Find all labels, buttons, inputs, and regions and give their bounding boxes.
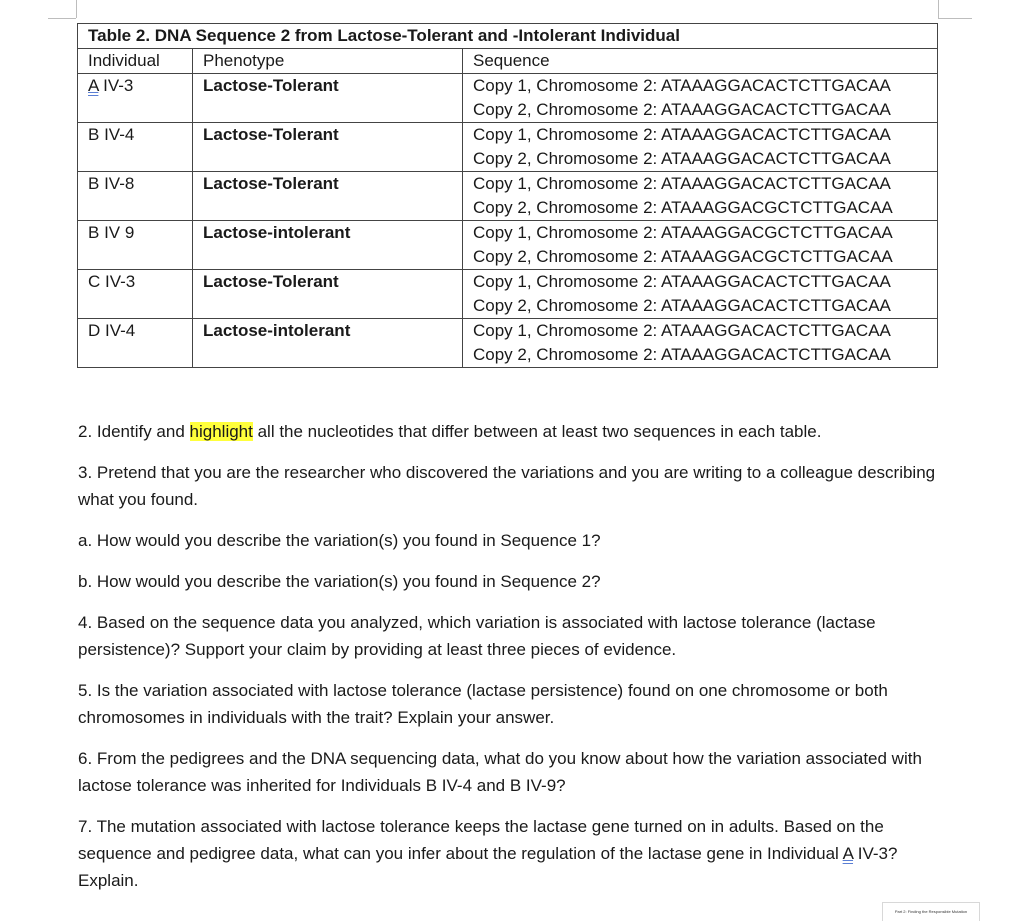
individual-letter: C (88, 272, 101, 291)
sequence-copy-2: Copy 2, Chromosome 2: ATAAAGGACACTCTTGACAA (473, 100, 891, 119)
sequence-copy-2: Copy 2, Chromosome 2: ATAAAGGACACTCTTGACAA (473, 296, 891, 315)
individual-letter: B (88, 174, 100, 193)
individual-cell (78, 74, 193, 123)
sequence-cell (463, 270, 938, 319)
question-2-text: 2. Identify and (78, 422, 190, 441)
table-row (78, 319, 938, 368)
dna-sequence-table (77, 23, 938, 368)
individual-cell (78, 319, 193, 368)
sequence-cell (463, 123, 938, 172)
question-2-text-end: all the nucleotides that differ between at least two sequences in each table. (252, 422, 822, 441)
table-caption: Table 2. DNA Sequence 2 from Lactose-Tolerant and -Intolerant Individual (78, 24, 938, 49)
sequence-cell (463, 319, 938, 368)
sequence-cell (463, 172, 938, 221)
sequence-copy-2: Copy 2, Chromosome 2: ATAAAGGACGCTCTTGACAA (473, 198, 893, 217)
table-row (78, 172, 938, 221)
individual-letter: B (88, 223, 100, 242)
phenotype-cell: Lactose-Tolerant (193, 123, 463, 172)
question-7-text-end: IV-3? Explain. (78, 844, 898, 890)
individual-id: IV-3 (100, 272, 136, 291)
table-caption-row (78, 24, 938, 49)
individual-id: IV-8 (99, 174, 135, 193)
phenotype-cell: Lactose-intolerant (193, 319, 463, 368)
individual-letter: A (842, 844, 854, 863)
question-5: 5. Is the variation associated with lactose tolerance (lactase persistence) found on one chromosome or both chromosomes in individuals with the trait? Explain your answer. (78, 681, 888, 727)
table-row (78, 123, 938, 172)
table-row (78, 74, 938, 123)
question-6: 6. From the pedigrees and the DNA sequencing data, what do you know about how the variation associated with lactose tolerance was inherited for Individuals B IV-4 and B IV-9? (78, 749, 922, 795)
page-margin-mark (76, 0, 77, 18)
page-margin-mark (48, 18, 76, 19)
sequence-copy-1: Copy 1, Chromosome 2: ATAAAGGACACTCTTGACAA (473, 272, 891, 291)
table-header-row (78, 49, 938, 74)
table-row (78, 221, 938, 270)
question-2 (78, 418, 948, 445)
page-margin-mark (938, 18, 972, 19)
sequence-cell (463, 221, 938, 270)
highlighted-word: highlight (189, 422, 253, 441)
sequence-cell (463, 74, 938, 123)
header-phenotype: Phenotype (193, 49, 463, 74)
sequence-copy-2: Copy 2, Chromosome 2: ATAAAGGACGCTCTTGACAA (473, 247, 893, 266)
individual-letter: A (88, 76, 99, 95)
question-3a: a. How would you describe the variation(s) you found in Sequence 1? (78, 531, 601, 550)
question-4: 4. Based on the sequence data you analyzed, which variation is associated with lactose tolerance (lactase persistence)? Support your claim by providing at least three pieces of evidence. (78, 613, 876, 659)
sequence-copy-2: Copy 2, Chromosome 2: ATAAAGGACACTCTTGACAA (473, 345, 891, 364)
phenotype-cell: Lactose-Tolerant (193, 74, 463, 123)
questions-section (78, 418, 948, 908)
question-7-text: 7. The mutation associated with lactose tolerance keeps the lactase gene turned on in adults. Based on the sequence and pedigree data, what can you infer about the regulation of the lactase gene in Individual (78, 817, 884, 863)
footer-tab-label[interactable]: Part 2: Finding the Responsible Mutation (882, 902, 980, 921)
individual-id: IV-4 (100, 321, 136, 340)
individual-letter: B (88, 125, 100, 144)
question-3: 3. Pretend that you are the researcher who discovered the variations and you are writing to a colleague describing what you found. (78, 463, 936, 509)
individual-cell (78, 270, 193, 319)
question-7 (78, 813, 948, 894)
sequence-copy-1: Copy 1, Chromosome 2: ATAAAGGACACTCTTGACAA (473, 76, 891, 95)
page-margin-mark (938, 0, 939, 18)
sequence-copy-1: Copy 1, Chromosome 2: ATAAAGGACGCTCTTGACAA (473, 223, 893, 242)
header-sequence: Sequence (463, 49, 938, 74)
sequence-copy-1: Copy 1, Chromosome 2: ATAAAGGACACTCTTGACAA (473, 174, 891, 193)
individual-cell (78, 123, 193, 172)
phenotype-cell: Lactose-Tolerant (193, 172, 463, 221)
phenotype-cell: Lactose-intolerant (193, 221, 463, 270)
individual-cell (78, 172, 193, 221)
individual-cell (78, 221, 193, 270)
individual-id: IV-3 (98, 76, 134, 95)
header-individual: Individual (78, 49, 193, 74)
individual-id: IV 9 (99, 223, 135, 242)
individual-letter: D (88, 321, 101, 340)
sequence-copy-2: Copy 2, Chromosome 2: ATAAAGGACACTCTTGACAA (473, 149, 891, 168)
phenotype-cell: Lactose-Tolerant (193, 270, 463, 319)
individual-id: IV-4 (99, 125, 135, 144)
table-row (78, 270, 938, 319)
question-3b: b. How would you describe the variation(s) you found in Sequence 2? (78, 572, 601, 591)
sequence-copy-1: Copy 1, Chromosome 2: ATAAAGGACACTCTTGACAA (473, 321, 891, 340)
sequence-copy-1: Copy 1, Chromosome 2: ATAAAGGACACTCTTGACAA (473, 125, 891, 144)
